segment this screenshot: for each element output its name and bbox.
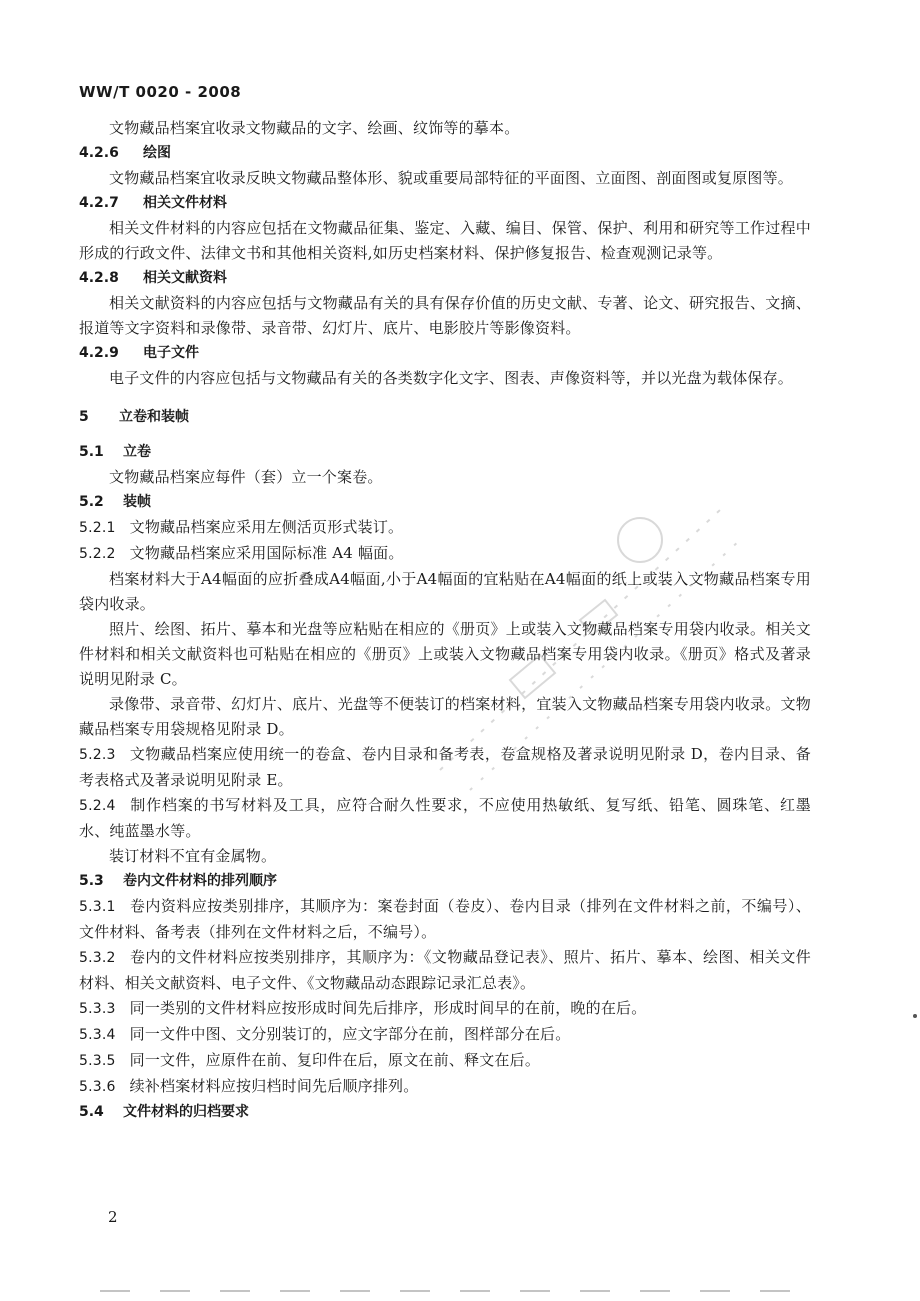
standard-code: WW/T 0020 - 2008 [79, 83, 242, 101]
paragraph: 文物藏品档案应每件（套）立一个案卷。 [109, 468, 383, 486]
clause-text: 同一文件中图、文分别装订的，应文字部分在前，图样部分在后。 [129, 1025, 571, 1043]
clause-text: 同一文件，应原件在前、复印件在后，原文在前、释文在后。 [129, 1051, 541, 1069]
clause-number: 5.3.6 [79, 1079, 116, 1095]
paragraph: 文物藏品档案宜收录文物藏品的文字、绘画、纹饰等的摹本。 [109, 119, 520, 137]
spacer [79, 391, 811, 405]
section-heading-4-2-8 [79, 266, 811, 291]
section-number: 4.2.9 [79, 345, 119, 361]
clause-number: 5.2.3 [79, 747, 116, 763]
clause-number: 5.3.4 [79, 1027, 116, 1043]
paragraph: 照片、绘图、拓片、摹本和光盘等应粘贴在相应的《册页》上或装入文物藏品档案专用袋内收录。相关文件材料和相关文献资料也可粘贴在相应的《册页》上或装入文物藏品档案专用袋内收录。《册页》格式及著录说明见附录 C。 [79, 620, 811, 688]
clause-5-2-4 [79, 793, 811, 844]
section-title: 装帧 [123, 494, 151, 510]
paragraph: 录像带、录音带、幻灯片、底片、光盘等不便装订的档案材料，宜装入文物藏品档案专用袋内收录。文物藏品档案专用袋规格见附录 D。 [79, 695, 811, 738]
paragraph: 档案材料大于A4幅面的应折叠成A4幅面,小于A4幅面的宜粘贴在A4幅面的纸上或装入文物藏品档案专用袋内收录。 [79, 570, 811, 613]
clause-text: 续补档案材料应按归档时间先后顺序排列。 [129, 1077, 419, 1095]
document-body [79, 116, 811, 1125]
section-number: 5.1 [79, 444, 104, 460]
section-heading-5-4 [79, 1100, 811, 1125]
paragraph: 相关文献资料的内容应包括与文物藏品有关的具有保存价值的历史文献、专著、论文、研究报告、文摘、报道等文字资料和录像带、录音带、幻灯片、底片、电影胶片等影像资料。 [79, 294, 811, 337]
clause-number: 5.2.2 [79, 546, 116, 562]
scan-speck [913, 1014, 917, 1018]
section-heading-4-2-6 [79, 141, 811, 166]
clause-number: 5.3.1 [79, 899, 116, 915]
section-number: 5.4 [79, 1104, 104, 1120]
page-number: 2 [108, 1208, 118, 1226]
clause-5-2-1 [79, 515, 811, 541]
clause-5-2-2 [79, 541, 811, 567]
section-heading-5-1 [79, 440, 811, 465]
section-title: 相关文件材料 [143, 195, 227, 211]
paragraph: 文物藏品档案宜收录反映文物藏品整体形、貌或重要局部特征的平面图、立面图、剖面图或复原图等。 [109, 169, 794, 187]
section-title: 绘图 [143, 145, 171, 161]
clause-5-3-5 [79, 1048, 811, 1074]
section-heading-4-2-9 [79, 341, 811, 366]
scan-bottom-edge [100, 1290, 820, 1292]
section-heading-5-3 [79, 869, 811, 894]
clause-5-3-2 [79, 945, 811, 996]
section-number: 5.2 [79, 494, 104, 510]
section-title: 相关文献资料 [143, 270, 227, 286]
section-title: 卷内文件材料的排列顺序 [123, 873, 277, 889]
paragraph: 装订材料不宜有金属物。 [109, 847, 277, 865]
section-number: 4.2.6 [79, 145, 119, 161]
chapter-number: 5 [79, 409, 89, 425]
paragraph: 相关文件材料的内容应包括在文物藏品征集、鉴定、入藏、编目、保管、保护、利用和研究等工作过程中形成的行政文件、法律文书和其他相关资料,如历史档案材料、保护修复报告、检查观测记录等。 [79, 219, 811, 262]
clause-text: 文物藏品档案应使用统一的卷盒、卷内目录和备考表，卷盒规格及著录说明见附录 D，卷内目录、备考表格式及著录说明见附录 E。 [79, 745, 811, 789]
clause-text: 制作档案的书写材料及工具，应符合耐久性要求，不应使用热敏纸、复写纸、铅笔、圆珠笔、红墨水、纯蓝墨水等。 [79, 796, 811, 840]
section-heading-5-2 [79, 490, 811, 515]
clause-text: 同一类别的文件材料应按形成时间先后排序，形成时间早的在前，晚的在后。 [129, 999, 647, 1017]
clause-5-3-3 [79, 996, 811, 1022]
clause-text: 文物藏品档案应采用左侧活页形式装订。 [129, 518, 404, 536]
spacer [79, 430, 811, 440]
clause-number: 5.3.5 [79, 1053, 116, 1069]
section-number: 5.3 [79, 873, 104, 889]
clause-5-3-4 [79, 1022, 811, 1048]
clause-number: 5.2.1 [79, 520, 116, 536]
section-heading-4-2-7 [79, 191, 811, 216]
clause-text: 卷内资料应按类别排序，其顺序为：案卷封面（卷皮）、卷内目录（排列在文件材料之前，不编号）、文件材料、备考表（排列在文件材料之后，不编号）。 [79, 897, 811, 941]
clause-number: 5.3.3 [79, 1001, 116, 1017]
chapter-title: 立卷和装帧 [119, 409, 189, 425]
clause-text: 文物藏品档案应采用国际标准 A4 幅面。 [129, 544, 404, 562]
section-number: 4.2.8 [79, 270, 119, 286]
clause-5-2-3 [79, 742, 811, 793]
clause-5-3-1 [79, 894, 811, 945]
clause-text: 卷内的文件材料应按类别排序，其顺序为：《文物藏品登记表》、照片、拓片、摹本、绘图、相关文件材料、相关文献资料、电子文件、《文物藏品动态跟踪记录汇总表》。 [79, 948, 811, 992]
section-title: 电子文件 [143, 345, 199, 361]
clause-number: 5.2.4 [79, 798, 116, 814]
section-number: 4.2.7 [79, 195, 119, 211]
section-title: 文件材料的归档要求 [123, 1104, 249, 1120]
chapter-heading-5 [79, 405, 811, 430]
clause-5-3-6 [79, 1074, 811, 1100]
clause-number: 5.3.2 [79, 950, 116, 966]
paragraph: 电子文件的内容应包括与文物藏品有关的各类数字化文字、图表、声像资料等，并以光盘为载体保存。 [109, 369, 794, 387]
section-title: 立卷 [123, 444, 151, 460]
